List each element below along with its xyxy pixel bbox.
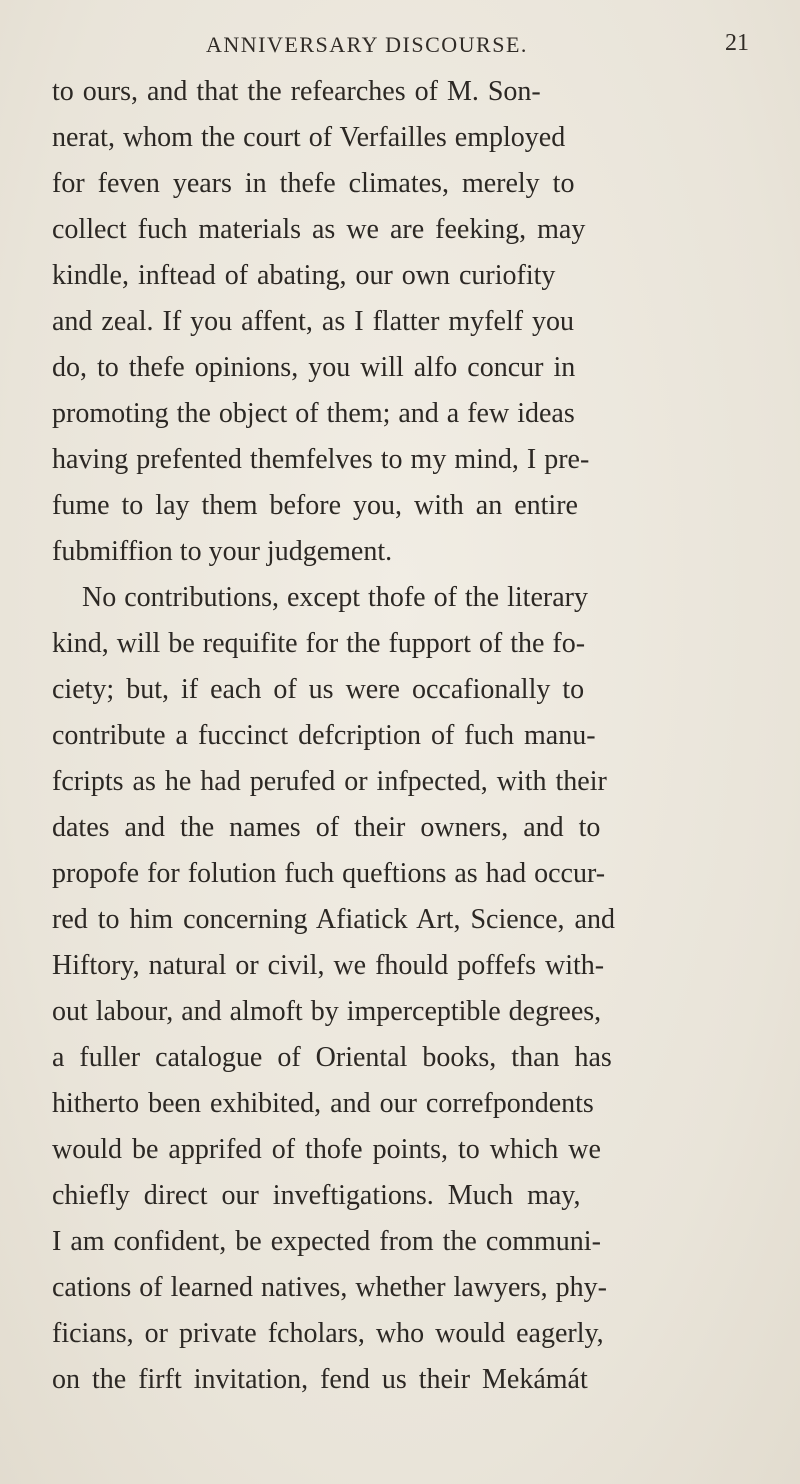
text-line: do, to thefe opinions, you will alfo concur in [52,352,576,383]
text-line: chiefly direct our inveftigations. Much may, [52,1180,581,1211]
page-number: 21 [725,30,749,56]
text-line: would be apprifed of thofe points, to which we [52,1134,601,1165]
text-line: ciety; but, if each of us were occafionally to [52,674,585,705]
text-line: out labour, and almoft by imperceptible degrees, [52,996,602,1027]
text-line: promoting the object of them; and a few ideas [52,398,575,429]
text-line: hitherto been exhibited, and our correfpondents [52,1088,594,1119]
text-line: Hiftory, natural or civil, we fhould poffefs with- [52,950,605,981]
text-line: propofe for folution fuch queftions as had occur- [52,858,606,889]
text-line: ficians, or private fcholars, who would eagerly, [52,1318,604,1349]
running-head: ANNIVERSARY DISCOURSE. [206,32,528,57]
text-line: kind, will be requifite for the fupport of the fo- [52,628,586,659]
text-line: dates and the names of their owners, and to [52,812,601,843]
text-line: to ours, and that the refearches of M. Son- [52,76,541,107]
text-line: fubmiffion to your judgement. [52,536,393,567]
text-line: fume to lay them before you, with an entire [52,490,578,521]
text-line: red to him concerning Afiatick Art, Science, and [52,904,615,935]
text-line: collect fuch materials as we are feeking, may [52,214,586,245]
text-line: and zeal. If you affent, as I flatter myfelf you [52,306,575,337]
text-line: nerat, whom the court of Verfailles employed [52,122,566,153]
text-line: cations of learned natives, whether lawyers, phy- [52,1272,607,1303]
text-line: for feven years in thefe climates, merely to [52,168,575,199]
text-line: having prefented themfelves to my mind, I pre- [52,444,590,475]
text-line: a fuller catalogue of Oriental books, than has [52,1042,612,1073]
text-line: contribute a fuccinct defcription of fuch manu- [52,720,596,751]
text-line: No contributions, except thofe of the literary [82,582,588,613]
text-line: fcripts as he had perufed or infpected, with their [52,766,607,797]
text-line: on the firft invitation, fend us their Mekámát [52,1364,588,1395]
text-line: I am confident, be expected from the communi- [52,1226,601,1257]
text-line: kindle, inftead of abating, our own curiofity [52,260,556,291]
